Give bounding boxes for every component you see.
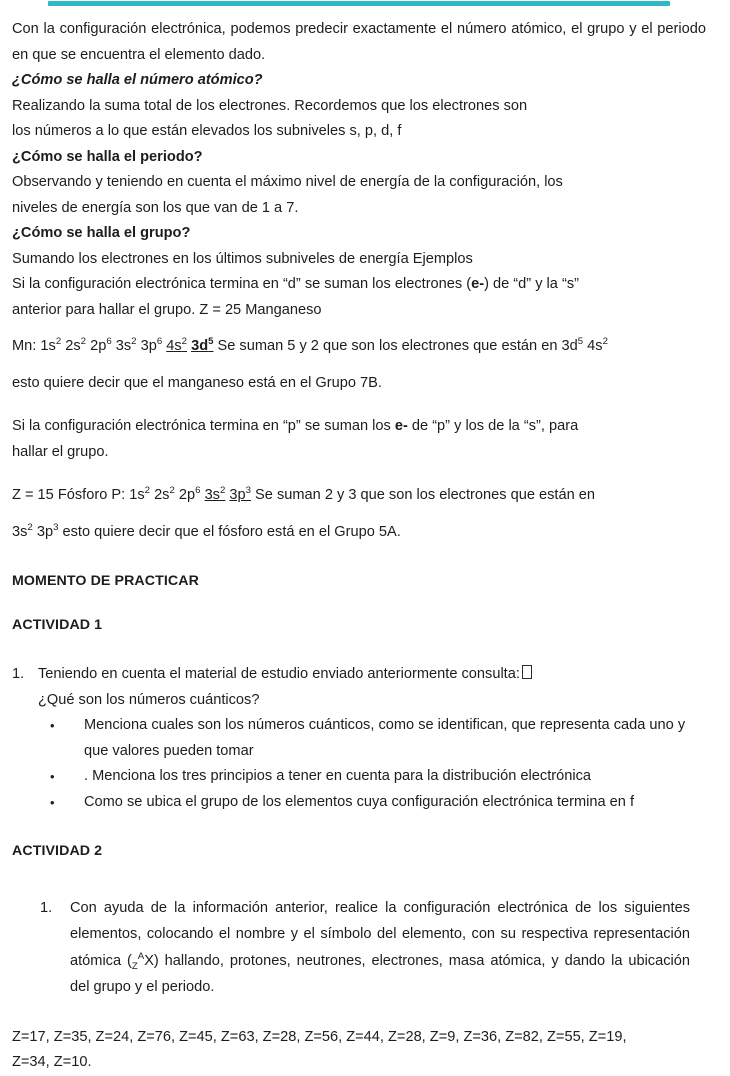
orbital-token <box>141 338 163 354</box>
orbital-shell: 2p <box>178 487 196 503</box>
orbital-shell: 1s <box>40 338 56 354</box>
list-item <box>12 713 706 764</box>
orbital-exponent: 2 <box>55 336 62 348</box>
missing-glyph-box-icon <box>522 665 532 679</box>
spacer <box>12 396 706 414</box>
orbital-token <box>229 487 251 503</box>
orbital-shell: 2s <box>65 338 81 354</box>
orbital-shell: 2p <box>90 338 107 354</box>
spacer <box>12 865 706 895</box>
orbital-shell: 4s <box>166 338 182 354</box>
actividad1-bullet-list <box>12 713 706 815</box>
actividad2-item-1-text-b: ) hallando, protones, neutrones, electrones, masa atómica, y dando la ubicación del grupo y el periodo. <box>70 952 690 995</box>
p-conc-a: 3s <box>12 523 28 540</box>
orbital-shell: 2s <box>154 487 170 503</box>
orbital-exponent: 2 <box>169 485 175 497</box>
orbital-3s <box>112 338 137 354</box>
spacer <box>12 465 706 483</box>
orbital-3p <box>137 338 163 354</box>
heading-grupo: ¿Cómo se halla el grupo? <box>12 225 191 241</box>
q2-line-1: Observando y teniendo en cuenta el máximo nivel de energía de la configuración, los <box>12 174 563 190</box>
mn-prefix: Mn: <box>12 338 37 354</box>
orbital-exponent: 6 <box>195 485 201 497</box>
q3-line-2 <box>12 272 706 298</box>
orbital-4s <box>162 338 187 354</box>
mn-config-line <box>12 334 706 360</box>
orbital-2s <box>61 338 86 354</box>
atomic-notation <box>131 950 154 972</box>
mn-tail-sup-1: 5 <box>577 336 584 348</box>
intro-paragraph: Con la configuración electrónica, podemos predecir exactamente el número atómico, el grupo y el periodo en que se encuentra el elemento dado. <box>12 21 706 63</box>
orbital-shell: 3s <box>204 487 220 503</box>
header-rule-divider <box>48 1 670 6</box>
orbital-token <box>166 338 187 354</box>
mass-number-sup: A <box>137 950 145 962</box>
q3-line-1: Sumando los electrones en los últimos subniveles de energía Ejemplos <box>12 250 473 267</box>
q3-electron-symbol: e- <box>471 276 485 292</box>
bullet-dot-icon: • <box>50 769 55 784</box>
p-conc-sup-1: 2 <box>27 521 33 533</box>
z-values-line-2: Z=34, Z=10. <box>12 1054 92 1070</box>
atomic-number-sub: Z <box>131 960 138 972</box>
p-config-sequence <box>125 487 251 503</box>
p-conc-b: 3p <box>32 523 54 540</box>
actividad1-item-1-text: Teniendo en cuenta el material de estudio enviado anteriormente consulta: <box>38 666 520 682</box>
orbital-exponent: 2 <box>181 336 188 348</box>
list-item-label: Como se ubica el grupo de los elementos cuya configuración electrónica termina en f <box>84 793 635 810</box>
heading-periodo: ¿Cómo se halla el periodo? <box>12 148 203 165</box>
orbital-2s <box>150 487 175 503</box>
spacer <box>12 638 706 662</box>
p-rule-part-b: de “p” y los de la “s”, para <box>407 418 579 434</box>
spacer <box>12 545 706 569</box>
p-prefix: Z = 15 Fósforo P: <box>12 487 126 503</box>
heading-numero-atomico: ¿Cómo se halla el número atómico? <box>12 72 263 88</box>
spacer <box>12 509 706 520</box>
orbital-shell: 3p <box>229 487 246 503</box>
list-item <box>12 790 706 816</box>
mn-tail-a: Se suman 5 y 2 que son los electrones que están en 3d <box>213 338 578 354</box>
element-symbol-x: X <box>144 952 154 969</box>
orbital-exponent: 5 <box>208 336 214 348</box>
orbital-3p <box>225 487 251 503</box>
actividad2-list <box>12 895 706 1001</box>
actividad2-item-1-text-a: Con ayuda de la información anterior, realice la configuración electrónica de los siguientes elementos, colocando el nombre y el símbolo del elemento, con su respectiva representación atómica ( <box>70 899 690 969</box>
mn-conclusion: esto quiere decir que el manganeso está en el Grupo 7B. <box>12 374 382 391</box>
section-heading-actividad-1: ACTIVIDAD 1 <box>12 616 103 633</box>
orbital-token <box>40 338 61 354</box>
mn-tail-sup-2: 2 <box>602 336 608 348</box>
mn-tail-b: 4s <box>583 338 603 354</box>
orbital-token <box>129 487 150 503</box>
orbital-exponent: 2 <box>80 336 87 348</box>
section-heading-actividad-2: ACTIVIDAD 2 <box>12 843 103 859</box>
spacer <box>12 323 706 334</box>
p-rule-line-1 <box>12 414 706 440</box>
p-rule-electron-symbol: e- <box>394 418 408 434</box>
p-conc-c: esto quiere decir que el fósforo está en el Grupo 5A. <box>58 523 401 540</box>
orbital-token <box>90 338 112 354</box>
orbital-exponent: 2 <box>219 485 226 497</box>
orbital-exponent: 6 <box>156 336 163 348</box>
orbital-token <box>65 338 86 354</box>
section-heading-practicar: MOMENTO DE PRACTICAR <box>12 573 199 589</box>
orbital-token <box>116 338 137 354</box>
orbital-exponent: 6 <box>106 336 112 348</box>
list-marker: 1. <box>40 899 53 916</box>
q1-line-1: Realizando la suma total de los electrones. Recordemos que los electrones son <box>12 97 528 114</box>
orbital-token <box>191 338 213 354</box>
orbital-token <box>205 487 226 503</box>
q3-line2-part-a: Si la configuración electrónica termina en “d” se suman los electrones ( <box>12 276 472 292</box>
q3-line2-part-b: ) de “d” y la “s” <box>484 276 579 292</box>
orbital-shell: 3d <box>191 338 209 354</box>
actividad1-item-1 <box>12 662 706 688</box>
orbital-shell: 1s <box>129 487 145 503</box>
p-conclusion <box>12 520 706 546</box>
spacer <box>12 1001 706 1025</box>
p-rule-part-a: Si la configuración electrónica termina en “p” se suman los <box>12 418 395 434</box>
actividad2-item-1 <box>12 895 706 1001</box>
orbital-1s <box>36 338 61 354</box>
orbital-exponent: 3 <box>245 485 251 497</box>
q1-line-2: los números a lo que están elevados los subniveles s, p, d, f <box>12 123 402 139</box>
document-body <box>12 17 706 1076</box>
mn-config-sequence <box>36 338 213 354</box>
p-tail: Se suman 2 y 3 que son los electrones que están en <box>251 487 595 503</box>
orbital-shell: 3p <box>140 338 157 354</box>
list-item <box>12 764 706 790</box>
orbital-2p <box>86 338 112 354</box>
orbital-2p <box>175 487 201 503</box>
orbital-3s <box>201 487 226 503</box>
list-marker: 1. <box>12 666 25 682</box>
orbital-shell: 3s <box>115 338 132 354</box>
actividad1-sub-question: ¿Qué son los números cuánticos? <box>38 691 260 708</box>
bullet-dot-icon: • <box>50 794 55 810</box>
orbital-exponent: 2 <box>144 485 150 497</box>
p-rule-line-2: hallar el grupo. <box>12 443 109 460</box>
orbital-1s <box>125 487 150 503</box>
z-values-line-1: Z=17, Z=35, Z=24, Z=76, Z=45, Z=63, Z=28, Z=56, Z=44, Z=28, Z=9, Z=36, Z=82, Z=55, Z=19, <box>12 1028 627 1045</box>
bullet-dot-icon: • <box>50 718 55 733</box>
spacer <box>12 815 706 839</box>
p-conc-sup-2: 3 <box>53 521 59 533</box>
list-item-label: . Menciona los tres principios a tener en cuenta para la distribución electrónica <box>84 768 592 784</box>
spacer <box>12 360 706 371</box>
orbital-token <box>154 487 175 503</box>
orbital-exponent: 2 <box>131 336 137 348</box>
p-config-line <box>12 483 706 509</box>
orbital-token <box>179 487 201 503</box>
list-item-label: Menciona cuales son los números cuánticos, como se identifican, que representa cada uno y que valores pueden tomar <box>84 717 686 759</box>
q2-line-2: niveles de energía son los que van de 1 a 7. <box>12 199 299 216</box>
q3-line-3: anterior para hallar el grupo. Z = 25 Manganeso <box>12 301 322 318</box>
orbital-3d <box>187 338 213 354</box>
spacer <box>12 595 706 613</box>
